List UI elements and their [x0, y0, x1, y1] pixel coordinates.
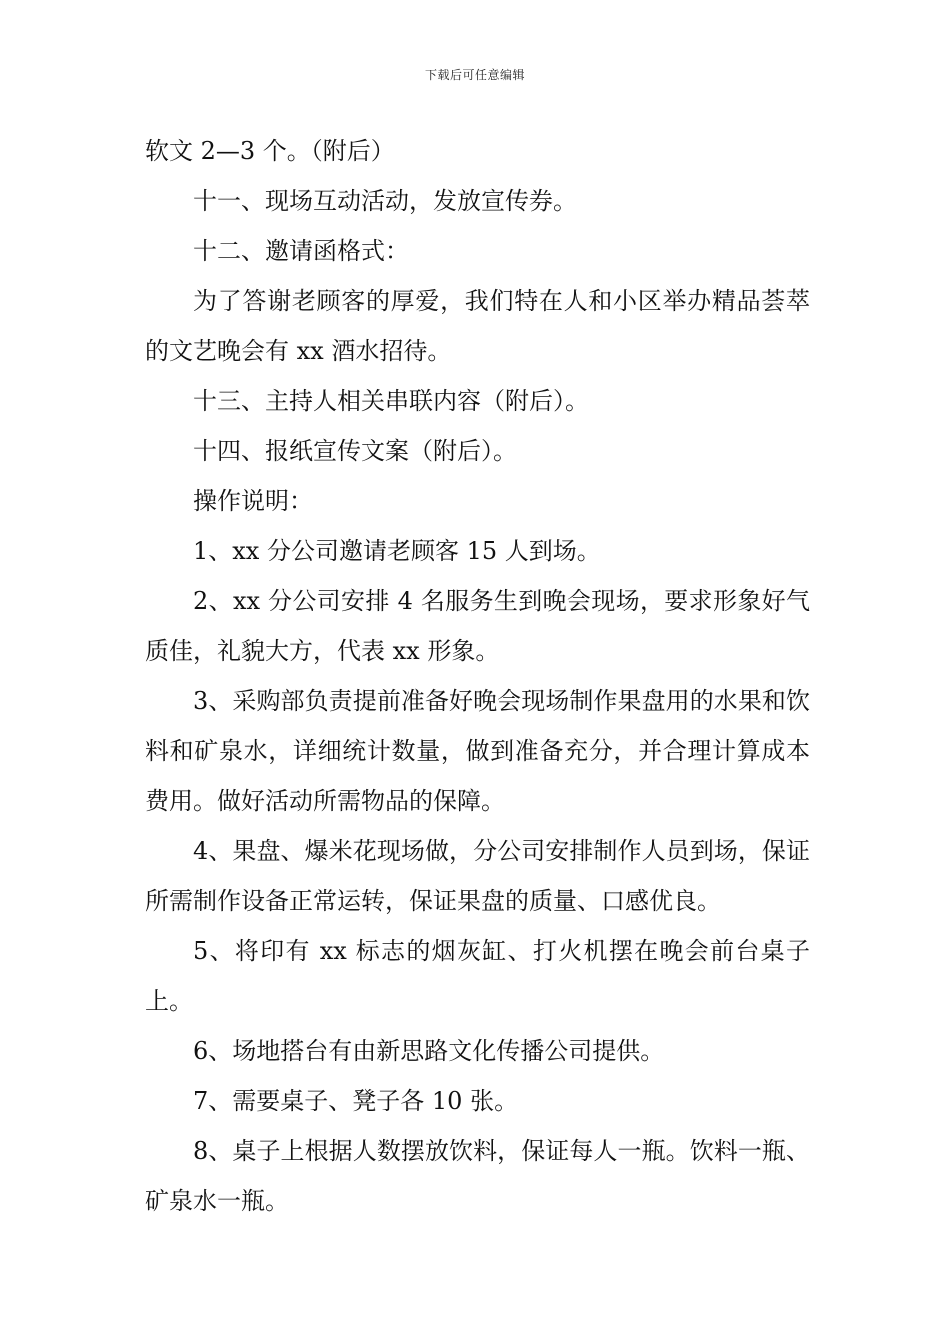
document-body — [145, 126, 810, 1226]
operation-step-2: 2、xx 分公司安排 4 名服务生到晚会现场，要求形象好气质佳，礼貌大方，代表 xx 形象。 — [145, 587, 810, 665]
operation-step-6: 6、场地搭台有由新思路文化传播公司提供。 — [193, 1037, 665, 1065]
paragraph-item-11: 十一、现场互动活动，发放宣传券。 — [193, 187, 577, 215]
operation-step-4: 4、果盘、爆米花现场做，分公司安排制作人员到场，保证所需制作设备正常运转，保证果盘的质量、口感优良。 — [145, 837, 810, 915]
operation-step-7: 7、需要桌子、凳子各 10 张。 — [193, 1087, 519, 1115]
paragraph-item-13: 十三、主持人相关串联内容（附后）。 — [193, 387, 589, 415]
paragraph-item-12: 十二、邀请函格式： — [193, 237, 409, 265]
paragraph-item-14: 十四、报纸宣传文案（附后）。 — [193, 437, 517, 465]
paragraph-continuation: 软文 2—3 个。（附后） — [145, 137, 395, 165]
page-header: 下载后可任意编辑 — [424, 68, 525, 82]
paragraph-invitation-text: 为了答谢老顾客的厚爱，我们特在人和小区举办精品荟萃的文艺晚会有 xx 酒水招待。 — [145, 287, 810, 365]
operation-step-1: 1、xx 分公司邀请老顾客 15 人到场。 — [193, 537, 601, 565]
operation-step-8: 8、桌子上根据人数摆放饮料，保证每人一瓶。饮料一瓶、矿泉水一瓶。 — [145, 1137, 810, 1215]
section-heading-operation: 操作说明： — [193, 487, 313, 515]
operation-step-3: 3、采购部负责提前准备好晚会现场制作果盘用的水果和饮料和矿泉水，详细统计数量，做到准备充分，并合理计算成本费用。做好活动所需物品的保障。 — [145, 687, 810, 815]
operation-step-5: 5、将印有 xx 标志的烟灰缸、打火机摆在晚会前台桌子上。 — [145, 937, 810, 1015]
